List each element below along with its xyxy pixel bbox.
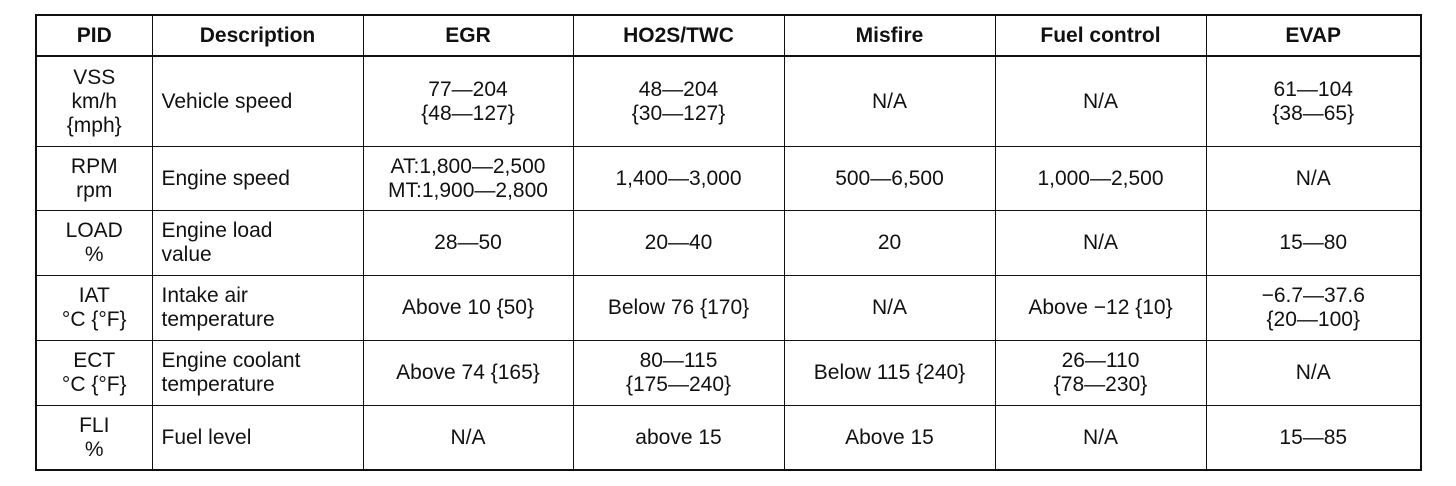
pid-table <box>35 14 1422 471</box>
cell-line: VSS <box>73 65 116 89</box>
cell-line: Fuel level <box>161 425 252 449</box>
cell-line: N/A <box>871 89 907 113</box>
cell-line: value <box>161 243 212 266</box>
cell-ho2s-twc <box>573 211 784 276</box>
table-header <box>36 15 1421 56</box>
cell-line: ECT <box>73 349 116 372</box>
cell-pid <box>36 211 152 276</box>
cell-pid <box>36 56 152 147</box>
table-row-iat <box>36 276 1421 341</box>
cell-line: °C {°F} <box>61 373 127 396</box>
header-fuel-control: Fuel control <box>995 15 1206 56</box>
cell-line: N/A <box>1082 89 1118 113</box>
table-row-vss <box>36 56 1421 147</box>
cell-line: 61—104 <box>1273 77 1353 101</box>
cell-fuel-control <box>995 276 1206 341</box>
cell-evap <box>1206 341 1421 406</box>
cell-line: Engine load <box>161 219 273 242</box>
header-misfire: Misfire <box>784 15 995 56</box>
cell-evap <box>1206 276 1421 341</box>
cell-line: 26—110 <box>1061 349 1140 372</box>
pid-table-container <box>35 14 1422 471</box>
cell-ho2s-twc <box>573 56 784 147</box>
table-row-rpm <box>36 147 1421 211</box>
cell-misfire <box>784 147 995 211</box>
cell-line: {38—65} <box>1272 101 1355 125</box>
cell-line: {20—100} <box>1266 308 1360 331</box>
cell-pid <box>36 406 152 471</box>
cell-pid <box>36 341 152 406</box>
table-row-load <box>36 211 1421 276</box>
cell-line: Vehicle speed <box>161 89 293 113</box>
cell-ho2s-twc <box>573 147 784 211</box>
cell-fuel-control <box>995 147 1206 211</box>
cell-line: N/A <box>1082 425 1118 449</box>
cell-line: 15—80 <box>1279 231 1348 254</box>
header-description: Description <box>152 15 363 56</box>
cell-ho2s-twc <box>573 341 784 406</box>
cell-pid <box>36 276 152 341</box>
cell-line: {mph} <box>66 113 122 137</box>
cell-line: 1,000—2,500 <box>1037 166 1164 190</box>
header-ho2s-twc: HO2S/TWC <box>573 15 784 56</box>
cell-line: 1,400—3,000 <box>615 166 742 190</box>
cell-evap <box>1206 406 1421 471</box>
cell-line: 77—204 <box>428 77 508 101</box>
cell-line: Intake air <box>161 284 248 307</box>
cell-line: Above 74 {165} <box>396 361 540 384</box>
cell-egr <box>363 276 573 341</box>
cell-line: Above 10 {50} <box>402 296 534 319</box>
cell-line: LOAD <box>65 219 123 242</box>
table-body <box>36 56 1421 470</box>
cell-description <box>152 341 363 406</box>
table-row-fli <box>36 406 1421 471</box>
cell-description <box>152 276 363 341</box>
cell-egr <box>363 341 573 406</box>
cell-line: {48—127} <box>421 101 515 125</box>
cell-line: N/A <box>1295 361 1331 384</box>
cell-line: FLI <box>79 413 110 437</box>
cell-line: {175—240} <box>625 373 732 396</box>
cell-line: N/A <box>871 296 907 319</box>
cell-description <box>152 147 363 211</box>
cell-misfire <box>784 211 995 276</box>
cell-line: Below 76 {170} <box>607 296 750 319</box>
cell-fuel-control <box>995 406 1206 471</box>
cell-misfire <box>784 276 995 341</box>
cell-line: IAT <box>78 284 110 307</box>
cell-line: AT:1,800—2,500 <box>390 154 546 178</box>
header-egr: EGR <box>363 15 573 56</box>
cell-line: {78—230} <box>1053 373 1148 396</box>
cell-line: % <box>84 243 104 266</box>
cell-line: N/A <box>1295 166 1331 190</box>
cell-evap <box>1206 147 1421 211</box>
cell-line: Engine coolant <box>161 349 301 372</box>
cell-line: N/A <box>1082 231 1118 254</box>
cell-line: 48—204 <box>638 77 719 101</box>
cell-ho2s-twc <box>573 276 784 341</box>
cell-line: temperature <box>161 308 275 331</box>
cell-evap <box>1206 56 1421 147</box>
cell-line: above 15 <box>635 425 722 449</box>
cell-line: Above −12 {10} <box>1028 296 1173 319</box>
cell-description <box>152 56 363 147</box>
cell-fuel-control <box>995 211 1206 276</box>
cell-line: 28—50 <box>434 231 502 254</box>
cell-misfire <box>784 341 995 406</box>
cell-line: 15—85 <box>1279 425 1348 449</box>
cell-line: km/h <box>71 89 117 113</box>
cell-line: −6.7—37.6 <box>1261 284 1365 307</box>
cell-fuel-control <box>995 56 1206 147</box>
cell-line: Below 115 {240} <box>813 361 966 384</box>
cell-pid <box>36 147 152 211</box>
cell-ho2s-twc <box>573 406 784 471</box>
cell-line: 20 <box>877 231 902 254</box>
cell-line: 500—6,500 <box>835 166 944 190</box>
cell-description <box>152 211 363 276</box>
cell-line: rpm <box>76 178 113 202</box>
header-evap: EVAP <box>1206 15 1421 56</box>
cell-line: RPM <box>70 154 118 178</box>
cell-egr <box>363 56 573 147</box>
cell-line: °C {°F} <box>61 308 127 331</box>
header-pid: PID <box>36 15 152 56</box>
table-row-ect <box>36 341 1421 406</box>
cell-evap <box>1206 211 1421 276</box>
cell-line: MT:1,900—2,800 <box>388 178 548 202</box>
cell-line: 20—40 <box>644 231 713 254</box>
cell-line: N/A <box>450 425 486 449</box>
cell-line: {30—127} <box>631 101 726 125</box>
cell-line: Above 15 <box>845 425 934 449</box>
cell-line: 80—115 <box>639 349 718 372</box>
cell-description <box>152 406 363 471</box>
cell-line: temperature <box>161 373 275 396</box>
cell-misfire <box>784 56 995 147</box>
header-row <box>36 15 1421 56</box>
cell-misfire <box>784 406 995 471</box>
cell-egr <box>363 211 573 276</box>
cell-line: % <box>84 437 104 461</box>
cell-egr <box>363 147 573 211</box>
cell-fuel-control <box>995 341 1206 406</box>
cell-egr <box>363 406 573 471</box>
cell-line: Engine speed <box>161 166 290 190</box>
